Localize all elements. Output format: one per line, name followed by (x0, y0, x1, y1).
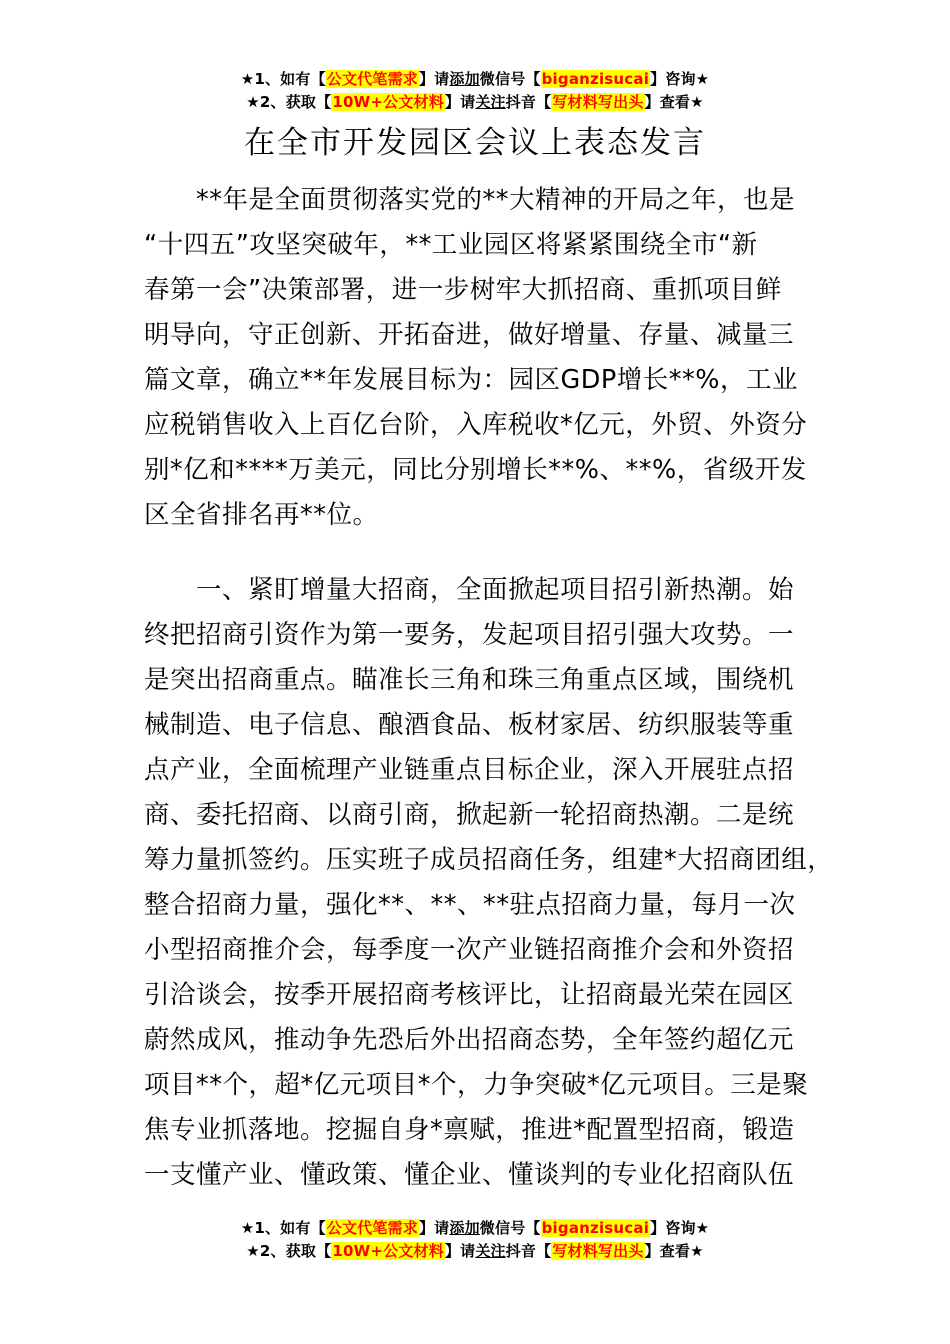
text-line: 一支懂产业、懂政策、懂企业、懂谈判的专业化招商队伍 (144, 1160, 795, 1190)
document-title: 在全市开发园区会议上表态发言 (244, 125, 706, 161)
text-line: 篇文章，确立**年发展目标为：园区GDP增长**%，工业 (144, 365, 799, 395)
text-line: 焦专业抓落地。挖掘自身*禀赋，推进*配置型招商，锻造 (144, 1115, 795, 1145)
notice-line-1: ★1、如有【公文代笔需求】请添加微信号【biganzisucai】咨询★ (240, 70, 710, 88)
header-notice (0, 68, 950, 114)
text-line: 商、委托招商、以商引商，掀起新一轮招商热潮。二是统 (144, 800, 795, 830)
notice-line-1: ★1、如有【公文代笔需求】请添加微信号【biganzisucai】咨询★ (240, 1219, 710, 1237)
paragraph-spacer (144, 538, 812, 568)
text-line: 项目**个，超*亿元项目*个，力争突破*亿元项目。三是聚 (144, 1070, 809, 1100)
text-line: 引洽谈会，按季开展招商考核评比，让招商最光荣在园区 (144, 980, 795, 1010)
text-line: 械制造、电子信息、酿酒食品、板材家居、纺织服装等重 (144, 710, 795, 740)
notice-line-2: ★2、获取【10W+公文材料】请关注抖音【写材料写出头】查看★ (246, 93, 704, 111)
highlight-douyin-account: 写材料写出头 (552, 93, 644, 111)
text-line: 别*亿和****万美元，同比分别增长**%、**%，省级开发 (144, 455, 807, 485)
highlight-douyin-account: 写材料写出头 (552, 1242, 644, 1260)
text-line: 明导向，守正创新、开拓奋进，做好增量、存量、减量三 (144, 320, 795, 350)
text-line: 蔚然成风，推动争先恐后外出招商态势，全年签约超亿元 (144, 1025, 795, 1055)
paragraph-1 (144, 178, 812, 538)
text-line: **年是全面贯彻落实党的**大精神的开局之年，也是 (144, 185, 796, 215)
highlight-writing-service: 公文代笔需求 (326, 70, 418, 88)
paragraph-2 (144, 568, 834, 1198)
highlight-wechat-id: biganzisucai (541, 1219, 650, 1237)
text-line: 小型招商推介会，每季度一次产业链招商推介会和外资招 (144, 935, 795, 965)
document-body (144, 178, 834, 1198)
text-line: 点产业，全面梳理产业链重点目标企业，深入开展驻点招 (144, 755, 795, 785)
text-line: “十四五”攻坚突破年，**工业园区将紧紧围绕全市“新 (144, 230, 758, 260)
text-line: 终把招商引资作为第一要务，发起项目招引强大攻势。一 (144, 620, 795, 650)
highlight-materials: 10W+公文材料 (332, 93, 444, 111)
notice-line-2: ★2、获取【10W+公文材料】请关注抖音【写材料写出头】查看★ (246, 1242, 704, 1260)
footer-notice (0, 1217, 950, 1263)
text-line: 是突出招商重点。瞄准长三角和珠三角重点区域，围绕机 (144, 665, 795, 695)
text-line: 一、紧盯增量大招商，全面掀起项目招引新热潮。始 (144, 575, 795, 605)
highlight-materials: 10W+公文材料 (332, 1242, 444, 1260)
text-line: 区全省排名再**位。 (144, 500, 379, 530)
text-line: 应税销售收入上百亿台阶，入库税收*亿元，外贸、外资分 (144, 410, 808, 440)
text-line: 筹力量抓签约。压实班子成员招商任务，组建*大招商团组， (144, 845, 834, 875)
text-line: 整合招商力量，强化**、**、**驻点招商力量，每月一次 (144, 890, 796, 920)
highlight-writing-service: 公文代笔需求 (326, 1219, 418, 1237)
highlight-wechat-id: biganzisucai (541, 70, 650, 88)
text-line: 春第一会”决策部署，进一步树牢大抓招商、重抓项目鲜 (144, 275, 782, 305)
